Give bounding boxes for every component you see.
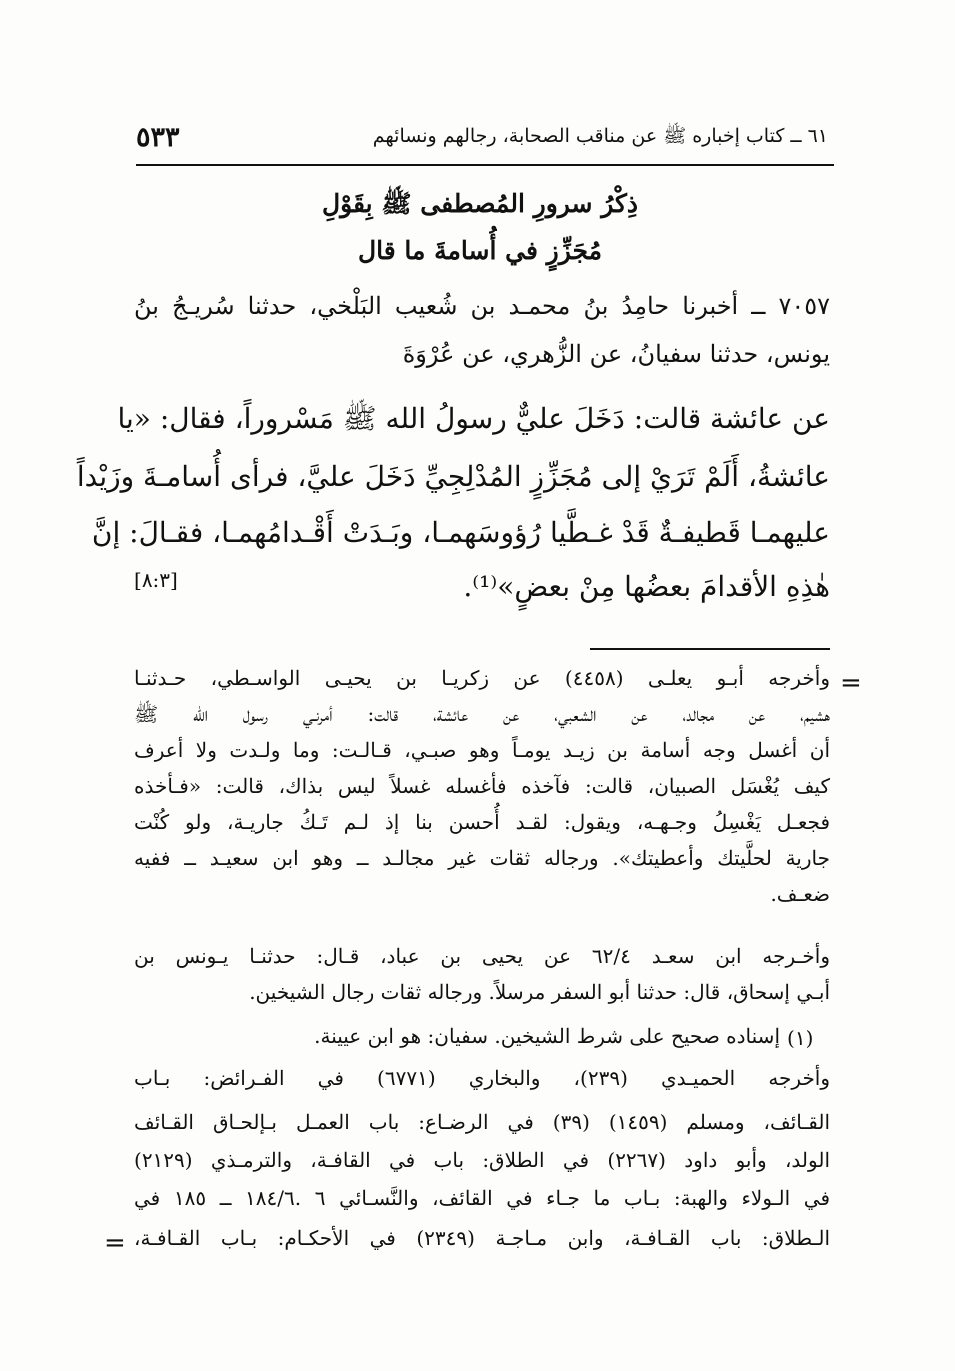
running-header — [136, 118, 828, 158]
footnote-line: فجعـل يَغْسِلُ وجـهـه، ويقول: لقـد أُحسن بنا إذ لـم تَـكُ جاريـة، ولو كُنْت — [134, 810, 830, 834]
running-title: ٦١ ــ كتاب إخباره ﷺ عن مناقب الصحابة، رجالهم ونسائهم — [372, 125, 828, 147]
footnote-number: (١) — [787, 1026, 814, 1050]
footnote-line: أن أغسل وجه أسامة بن زيـد يومـاً وهو صبـي، قـالـت: وما ولـدت ولا أعرف — [134, 738, 830, 762]
hadith-line: عليهمـا قَطيفـةٌ قَدْ غـطَّيا رُؤوسَهمـا، وبَـدَتْ أَقْـدامُهمـا، فقـالَ: إنَّ — [91, 516, 830, 549]
footnote-line: وأخرجه أبـو يعلـى (٤٤٥٨) عن زكريـا بن يحيـى الواسـطي، حـدثنـا — [134, 666, 830, 690]
hadith-line: عائشةُ، أَلَمْ تَرَيْ إلى مُجَزِّزٍ المُدْلِجِيِّ دَخَلَ عليَّ، فرأى أُسامـةَ وزَيْداً — [76, 460, 830, 493]
footnote-line: هشيم، عن مجالد، عن الشعبي، عن عائشة، قالت: أمرنـي رسول الله ﷺ — [134, 702, 830, 726]
hadith-line: يونس، حدثنا سفيانُ، عن الزُّهري، عن عُرْوَةَ — [402, 340, 830, 368]
footnote-line: أبـي إسحاق، قال: حدثنا أبو السفر مرسلاً. ورجاله ثقات رجال الشيخين. — [249, 980, 830, 1004]
footnote-line: وأخـرجه ابن سعـد ٦٢/٤ عن يحيى بن عباد، قـال: حدثنـا يـونس بن — [134, 944, 830, 968]
page-number: ٥٣٣ — [136, 122, 180, 153]
section-heading-line-1: ذِكْرُ سرورِ المُصطفى ﷺ بِقَوْلِ — [321, 189, 639, 218]
footnote-line: الـطلاق: باب القـافـة، وابن مـاجـة (٢٣٤٩) في الأحكـام: بـاب القـافـة، — [134, 1226, 830, 1250]
hadith-line: ٧٠٥٧ ــ أخبرنا حامِدُ بنُ محمـد بن شُعيب البَلْخي، حدثنا سُريـجُ بنُ — [134, 292, 830, 320]
footnote-separator — [590, 648, 830, 650]
hadith-line: عن عائشة قالت: دَخَلَ عليٌّ رسولُ الله ﷺ مَسْروراً، فقال: «يا — [117, 402, 830, 435]
footnote-line: وأخرجه الحميـدي (٢٣٩)، والبخاري (٦٧٧١) في الفـرائض: بـاب — [134, 1066, 831, 1090]
ibn-hibban-reference: [٨:٣] — [134, 568, 178, 592]
footnote-line: الولد، وأبو داود (٢٢٦٧) في الطلاق: باب في القافـة، والترمـذي (٢١٢٩) — [134, 1148, 830, 1172]
footnote-line: في الـولاء والهبة: بـاب ما جـاء في القائف، والنَّسـائي ٦ .١٨٤/٦ ــ ١٨٥ في — [134, 1186, 831, 1210]
continuation-marker-end: = — [104, 1228, 126, 1258]
footnote-line: جارية لحلَّيتك وأعطيتك». ورجاله ثقات غير مجالـد ــ وهو ابن سعيـد ــ ففيه — [134, 846, 830, 870]
header-rule — [136, 164, 834, 166]
footnote-line: القـائف، ومسلم (١٤٥٩) (٣٩) في الرضـاع: باب العمـل بـإلحـاق القـائف — [134, 1110, 831, 1134]
footnote-line: كيف يُغْسَل الصبيان، قالت: فآخذه فأغسله غسلاً ليس بذاك، قالت: «فـأخذه — [134, 774, 830, 798]
section-heading-line-2: مُجَزِّزٍ في أُسامةَ ما قال — [357, 236, 603, 265]
footnote-1-text: إسناده صحيح على شرط الشيخين. سفيان: هو ابن عيينة. — [314, 1024, 780, 1048]
footnote-line: ضعـف. — [770, 882, 830, 906]
continuation-marker: = — [840, 668, 862, 698]
hadith-line: هٰذِهِ الأقدامَ بعضُها مِنْ بعضٍ»⁽¹⁾. — [463, 570, 830, 603]
